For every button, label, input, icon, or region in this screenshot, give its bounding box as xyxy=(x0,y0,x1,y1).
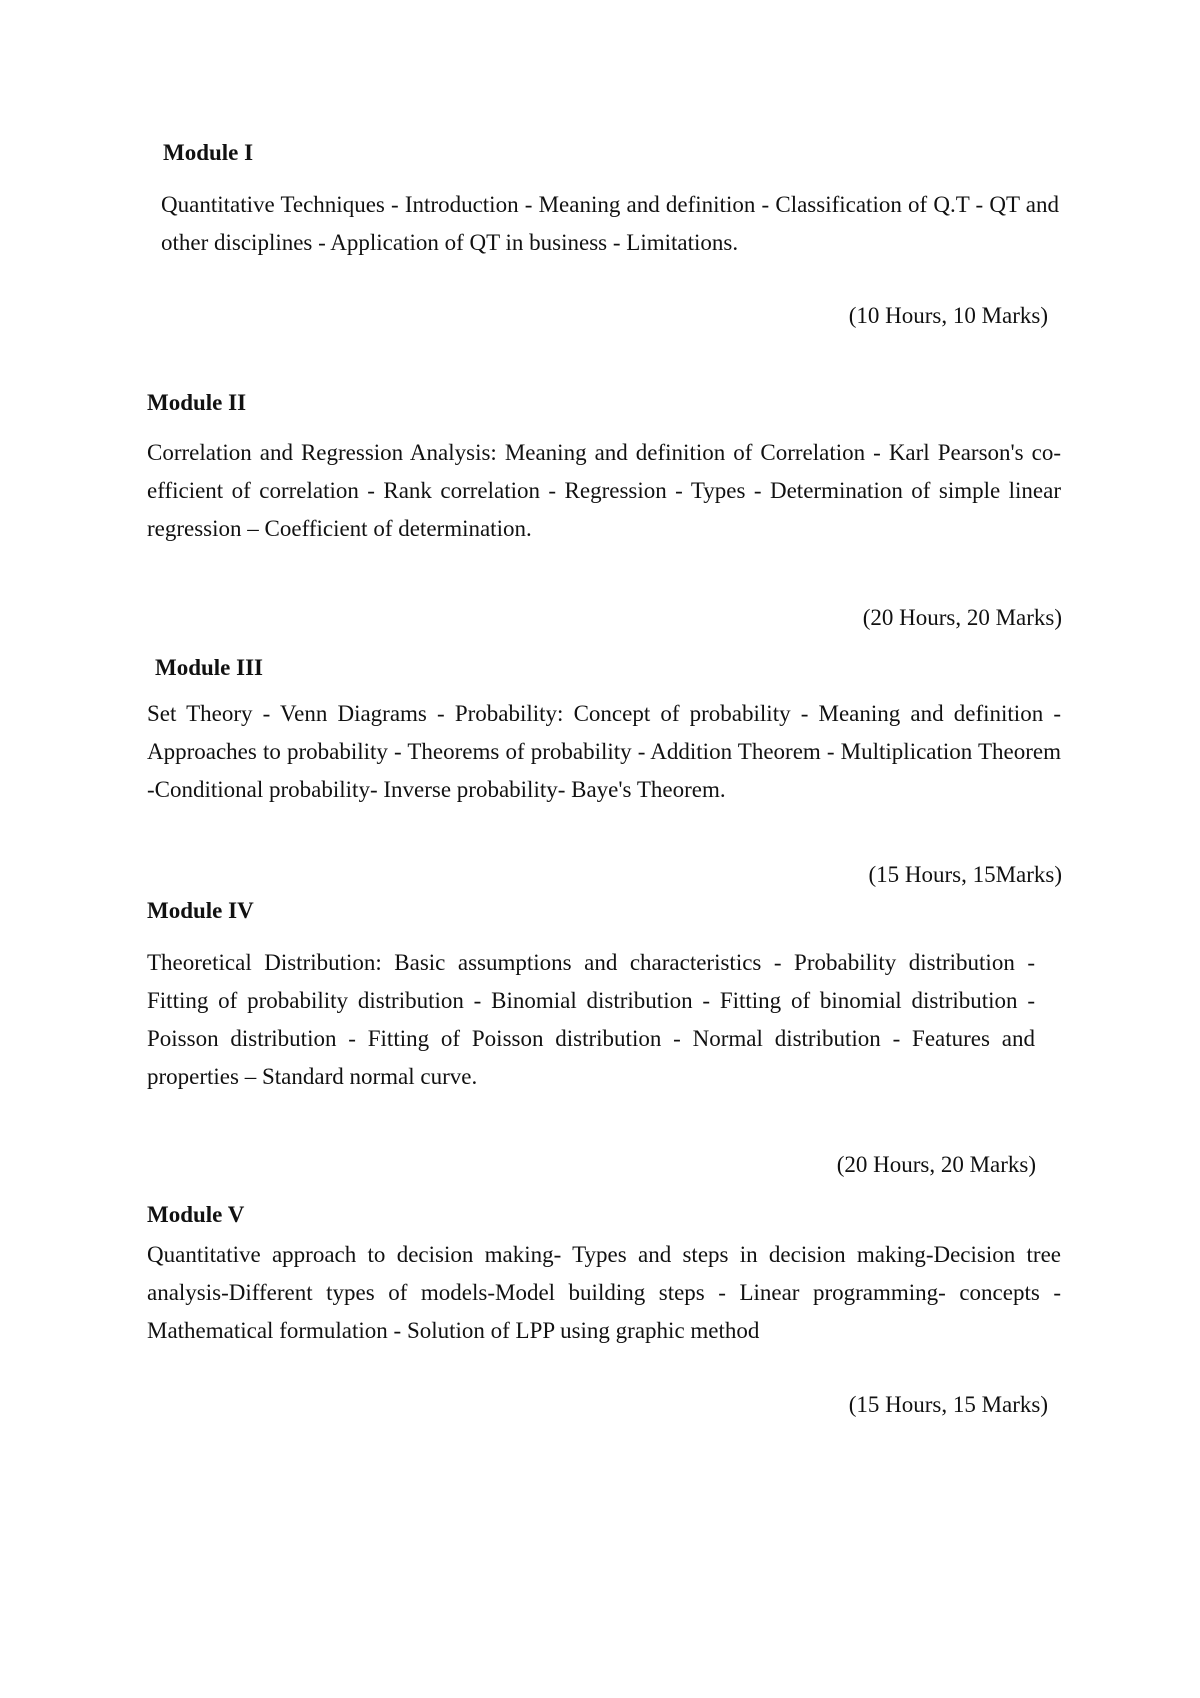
module-3-hours: (15 Hours, 15Marks) xyxy=(868,862,1062,887)
module-2-hours: (20 Hours, 20 Marks) xyxy=(862,605,1062,630)
module-2-body: Correlation and Regression Analysis: Meaning and definition of Correlation - Karl Pearson's co-efficient of correlation - Rank correlation - Regression - Types - Determination of simple linear regression – Coefficient of determination. xyxy=(147,440,1061,541)
module-4-title: Module IV xyxy=(147,898,254,923)
module-4-body: Theoretical Distribution: Basic assumptions and characteristics - Probability distribution - Fitting of probability distribution - Binomial distribution - Fitting of binomial distribution - Poisson distribution - Fitting of Poisson distribution - Normal distribution - Features and properties – Standard normal curve. xyxy=(147,950,1035,1089)
module-5-title: Module V xyxy=(147,1202,245,1227)
module-5-body: Quantitative approach to decision making- Types and steps in decision making-Decision tree analysis-Different types of models-Model building steps - Linear programming- concepts - Mathematical formulation - Solution of LPP using graphic method xyxy=(147,1242,1061,1343)
module-1-title: Module I xyxy=(163,140,254,165)
module-3-body: Set Theory - Venn Diagrams - Probability: Concept of probability - Meaning and definition - Approaches to probability - Theorems of probability - Addition Theorem - Multiplication Theorem -Conditional probability- Inverse probability- Baye's Theorem. xyxy=(147,701,1061,802)
module-5-hours: (15 Hours, 15 Marks) xyxy=(848,1392,1048,1417)
module-1-hours: (10 Hours, 10 Marks) xyxy=(848,303,1048,328)
module-1-body: Quantitative Techniques - Introduction - Meaning and definition - Classification of Q.T - QT and other disciplines - Application of QT in business - Limitations. xyxy=(161,192,1059,255)
module-3-title: Module III xyxy=(155,655,263,680)
module-2-title: Module II xyxy=(147,390,247,415)
module-4-hours: (20 Hours, 20 Marks) xyxy=(836,1152,1036,1177)
